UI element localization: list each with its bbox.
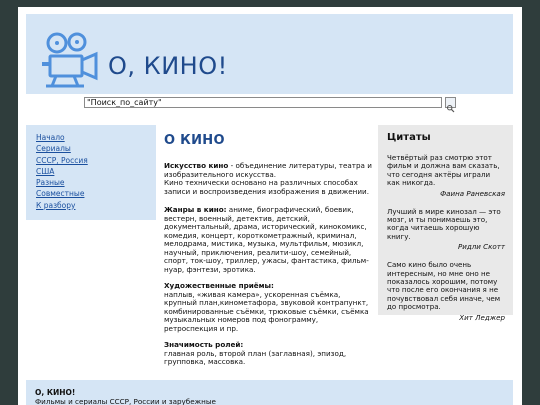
search-input[interactable] bbox=[84, 97, 442, 108]
quotes-title: Цитаты bbox=[387, 132, 431, 143]
quote-author: Хит Леджер bbox=[459, 312, 505, 322]
footer-title: О, КИНО! bbox=[35, 388, 76, 397]
page-title: О КИНО bbox=[164, 133, 225, 148]
page bbox=[18, 7, 522, 405]
main-content bbox=[164, 125, 372, 367]
header bbox=[26, 14, 513, 94]
nav-item-to-review[interactable]: К разбору bbox=[36, 200, 76, 210]
intro-text-2: Кино технически основано на различных способах записи и воспроизведения изображения в движении. bbox=[164, 178, 370, 196]
genres-text: аниме, биографический, боевик, вестерн, военный, детектив, детский, документальный, драма, исторический, кинокомикс, комедия, концерт, короткометражный, криминал, мелодрама, мистика, музыка, мультфильм, мюзикл, научный, приключения, реалити-шоу, семейный, спорт, ток-шоу, триллер, ужасы, фантастика, фильм-нуар, фэнтези, эротика. bbox=[164, 205, 369, 274]
intro-term: Искусство кино bbox=[164, 161, 229, 170]
quote-author: Ридли Скотт bbox=[457, 242, 505, 252]
roles-text: главная роль, второй план (заглавная), эпизод, групповка, массовка. bbox=[164, 348, 347, 366]
search-bar bbox=[84, 97, 456, 109]
techniques-text: наплыв, «живая камера», ускоренная съёмка, крупный план,кинометафора, звуковой контрапункт, комбинированные съёмки, трюковые съёмки, съёмка музыкальных номеров под фонограмму, ретроспекция и пр. bbox=[164, 289, 369, 333]
quote-text: Четвёртый раз смотрю этот фильм и должна вам сказать, что сегодня актёры играли как никогда. bbox=[387, 153, 500, 188]
roles-heading: Значимость ролей: bbox=[164, 340, 244, 349]
intro-paragraph bbox=[164, 162, 372, 196]
intro-text: - объединение литературы, театра и изобразительного искусства. bbox=[164, 161, 372, 179]
search-button[interactable] bbox=[445, 97, 456, 108]
footer bbox=[26, 380, 513, 405]
genres-heading: Жанры в кино: bbox=[164, 205, 227, 214]
quote-text: Лучший в мире кинозал — это мозг, и ты понимаешь это, когда читаешь хорошую книгу. bbox=[387, 206, 501, 241]
techniques-paragraph bbox=[164, 282, 372, 333]
quotes-panel bbox=[378, 125, 513, 322]
nav-item-various[interactable]: Разные bbox=[36, 178, 65, 188]
nav-item-joint[interactable]: Совместные bbox=[36, 189, 85, 199]
roles-paragraph bbox=[164, 341, 372, 367]
techniques-heading: Художественные приёмы: bbox=[164, 281, 274, 290]
search-icon bbox=[446, 104, 455, 113]
nav-item-home[interactable]: Начало bbox=[36, 133, 65, 142]
nav-item-ussr-russia[interactable]: СССР, Россия bbox=[36, 155, 88, 165]
quote-author: Фаина Раневская bbox=[440, 188, 505, 198]
quote-text: Само кино было очень интересным, но мне оно не показалось хорошим, потому что после его окончания я не почувствовал себя иначе, чем до просмотра. bbox=[387, 260, 501, 312]
film-projector-icon bbox=[40, 30, 110, 88]
sidebar-nav bbox=[26, 125, 156, 220]
nav-item-series[interactable]: Сериалы bbox=[36, 144, 71, 154]
nav-item-usa[interactable]: США bbox=[36, 166, 55, 176]
footer-text: Фильмы и сериалы СССР, России и зарубежные bbox=[35, 397, 216, 405]
genres-paragraph bbox=[164, 206, 372, 274]
site-title: О, КИНО! bbox=[108, 52, 228, 80]
